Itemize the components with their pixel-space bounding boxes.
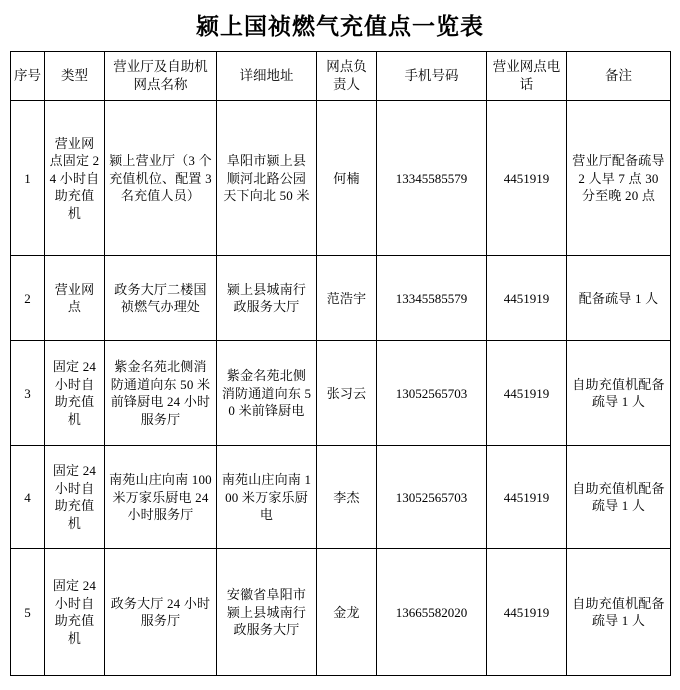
cell-address: 南苑山庄向南 100 米万家乐厨电 (217, 446, 317, 549)
cell-mobile: 13052565703 (377, 341, 487, 446)
cell-index: 5 (11, 549, 45, 676)
cell-type: 营业网点固定 24 小时自助充值机 (45, 101, 105, 256)
table-row (11, 101, 671, 256)
cell-type: 固定 24 小时自助充值机 (45, 341, 105, 446)
cell-tel: 4451919 (487, 446, 567, 549)
cell-head: 张习云 (317, 341, 377, 446)
cell-tel: 4451919 (487, 549, 567, 676)
cell-note: 自助充值机配备疏导 1 人 (567, 549, 671, 676)
column-header-note: 备注 (567, 52, 671, 101)
document-page (0, 8, 680, 690)
page-title: 颍上国祯燃气充值点一览表 (196, 14, 484, 39)
column-header-tel: 营业网点电话 (487, 52, 567, 101)
cell-tel: 4451919 (487, 341, 567, 446)
cell-tel: 4451919 (487, 256, 567, 341)
cell-name: 南苑山庄向南 100 米万家乐厨电 24 小时服务厅 (105, 446, 217, 549)
cell-name: 紫金名苑北侧消防通道向东 50 米前锋厨电 24 小时服务厅 (105, 341, 217, 446)
cell-address: 安徽省阜阳市颍上县城南行政服务大厅 (217, 549, 317, 676)
cell-name: 政务大厅二楼国祯燃气办理处 (105, 256, 217, 341)
cell-note: 自助充值机配备疏导 1 人 (567, 341, 671, 446)
cell-head: 金龙 (317, 549, 377, 676)
cell-name: 颍上营业厅（3 个充值机位、配置 3 名充值人员） (105, 101, 217, 256)
table-row (11, 446, 671, 549)
column-header-head: 网点负责人 (317, 52, 377, 101)
cell-note: 营业厅配备疏导 2 人早 7 点 30 分至晚 20 点 (567, 101, 671, 256)
column-header-name: 营业厅及自助机网点名称 (105, 52, 217, 101)
cell-index: 1 (11, 101, 45, 256)
table-row (11, 341, 671, 446)
cell-head: 何楠 (317, 101, 377, 256)
cell-address: 颍上县城南行政服务大厅 (217, 256, 317, 341)
cell-mobile: 13052565703 (377, 446, 487, 549)
cell-note: 自助充值机配备疏导 1 人 (567, 446, 671, 549)
column-header-type: 类型 (45, 52, 105, 101)
cell-address: 阜阳市颍上县顺河北路公园天下向北 50 米 (217, 101, 317, 256)
cell-index: 2 (11, 256, 45, 341)
table-row (11, 256, 671, 341)
table-header-row (11, 52, 671, 101)
cell-note: 配备疏导 1 人 (567, 256, 671, 341)
cell-mobile: 13345585579 (377, 101, 487, 256)
cell-index: 4 (11, 446, 45, 549)
column-header-address: 详细地址 (217, 52, 317, 101)
cell-mobile: 13665582020 (377, 549, 487, 676)
cell-type: 固定 24 小时自助充值机 (45, 446, 105, 549)
cell-type: 营业网点 (45, 256, 105, 341)
cell-head: 李杰 (317, 446, 377, 549)
cell-mobile: 13345585579 (377, 256, 487, 341)
column-header-index: 序号 (11, 52, 45, 101)
cell-type: 固定 24 小时自助充值机 (45, 549, 105, 676)
cell-head: 范浩宇 (317, 256, 377, 341)
cell-name: 政务大厅 24 小时服务厅 (105, 549, 217, 676)
recharge-points-table (10, 51, 671, 676)
cell-tel: 4451919 (487, 101, 567, 256)
table-row (11, 549, 671, 676)
cell-index: 3 (11, 341, 45, 446)
column-header-mobile: 手机号码 (377, 52, 487, 101)
cell-address: 紫金名苑北侧消防通道向东 50 米前锋厨电 (217, 341, 317, 446)
